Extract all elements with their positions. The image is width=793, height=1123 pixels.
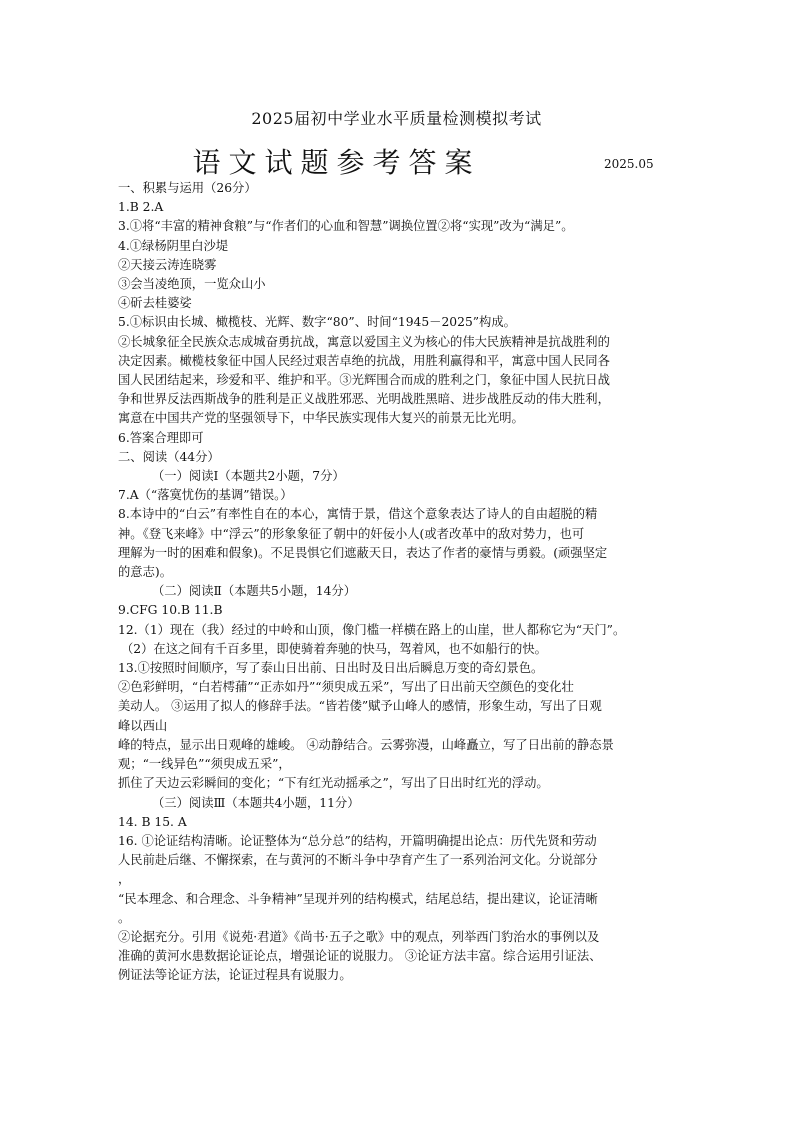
answer-line: 3.①将“丰富的精神食粮”与“作者们的心血和智慧”调换位置②将“实现”改为“满足”。 [118,219,574,234]
answer-line: 抓住了天边云彩瞬间的变化；“下有红光动摇承之”，写出了日出时红光的浮动。 [118,776,549,791]
answer-line: 5.①标识由长城、橄榄枝、光辉、数字“80”、时间“1945－2025”构成。 [118,315,516,330]
answer-line: ③会当凌绝顶，一览众山小 [118,277,266,292]
answer-line: 。 [118,910,131,925]
answer-line: 的意志)。 [118,565,172,580]
answer-line: 14. B 15. A [118,814,187,829]
answer-line: 1.B 2.A [118,200,164,215]
answer-line: “民本理念、和合理念、斗争精神”呈现并列的结构模式，结尾总结，提出建议，论证清晰 [118,891,598,906]
document-title: 语文试题参考答案 [192,146,481,179]
answer-line: （2）在这之间有千百多里，即使骑着奔驰的快马，驾着风，也不如船行的快。 [121,641,547,656]
answer-line: 12.（1）现在（我）经过的中岭和山顶，像门槛一样横在路上的山崖，世人都称它为“天门”。 [118,622,626,637]
answer-line: 8.本诗中的“白云”有率性自在的本心，寓情于景，借这个意象表达了诗人的自由超脱的精 [118,507,598,522]
answer-line: ②长城象征全民族众志成城奋勇抗战，寓意以爱国主义为核心的伟大民族精神是抗战胜利的 [118,334,610,349]
answer-line: 决定因素。橄榄枝象征中国人民经过艰苦卓绝的抗战，用胜利赢得和平，寓意中国人民同各 [118,353,610,368]
answer-line: ④斫去桂婆娑 [118,296,192,311]
answer-line: 6.答案合理即可 [118,430,204,445]
section-heading: 一、积累与运用（26分） [118,181,257,195]
answer-line: 13.①按照时间顺序，写了泰山日出前、日出时及日出后瞬息万变的奇幻景色。 [118,661,544,676]
answer-body [118,179,690,986]
answer-line: 人民前赴后继、不懈探索，在与黄河的不断斗争中孕育产生了一系列治河文化。分说部分 [118,853,598,868]
answer-line: 神。《登飞来峰》中“浮云”的形象象征了朝中的奸佞小人(或者改革中的敌对势力，也可 [118,526,585,541]
answer-line: 寓意在中国共产党的坚强领导下，中华民族实现伟大复兴的前景无比光明。 [118,411,524,426]
answer-line: 例证法等论证方法，论证过程具有说服力。 [118,968,352,983]
answer-line: 准确的黄河水患数据论证论点，增强论证的说服力。 ③论证方法丰富。综合运用引证法、 [118,949,602,964]
answer-line: 峰以西山 [118,718,168,733]
answer-line: 7.A（“落寞忧伤的基调”错误。） [118,488,293,503]
answer-line: 争和世界反法西斯战争的胜利是正义战胜邪恶、光明战胜黑暗、进步战胜反动的伟大胜利， [118,392,610,407]
answer-line: ， [118,872,131,887]
subsection-heading: （二）阅读Ⅱ（本题共5小题，14分） [152,584,356,599]
answer-line: 16. ①论证结构清晰。论证整体为“总分总”的结构，开篇明确提出论点：历代先贤和劳动 [118,833,597,848]
subsection-heading: （一）阅读Ⅰ（本题共2小题，7分） [152,469,345,484]
answer-line: ②色彩鲜明，“白若樗蒱”“正赤如丹”“须臾成五采”，写出了日出前天空颜色的变化壮 [118,680,574,695]
answer-line: 4.①绿杨阴里白沙堤 [118,238,229,253]
answer-line: 9.CFG 10.B 11.B [118,603,223,618]
document-date: 2025.05 [604,157,654,171]
answer-line: ②论据充分。引用《说苑·君道》《尚书·五子之歌》中的观点，列举西门豹治水的事例以及 [118,929,600,944]
answer-line: ②天接云涛连晓雾 [118,257,217,272]
answer-line: 峰的特点，显示出日观峰的雄峻。 ④动静结合。云雾弥漫，山峰矗立，写了日出前的静态景 [118,737,614,752]
answer-line: 理解为一时的困难和假象)。不足畏惧它们遮蔽天日，表达了作者的豪情与勇毅。(顽强坚定 [118,545,608,560]
answer-line: 美动人。 ③运用了拟人的修辞手法。“皆若偻”赋予山峰人的感情，形象生动，写出了日观 [118,699,602,714]
answer-line: 观；“一线异色”“须臾成五采”， [118,757,291,772]
section-heading: 二、阅读（44分） [118,449,220,464]
exam-title: 2025届初中学业水平质量检测模拟考试 [251,109,542,128]
answer-line: 国人民团结起来，珍爱和平、维护和平。③光辉围合而成的胜利之门，象征中国人民抗日战 [118,373,610,388]
subsection-heading: （三）阅读Ⅲ（本题共4小题，11分） [152,795,360,810]
